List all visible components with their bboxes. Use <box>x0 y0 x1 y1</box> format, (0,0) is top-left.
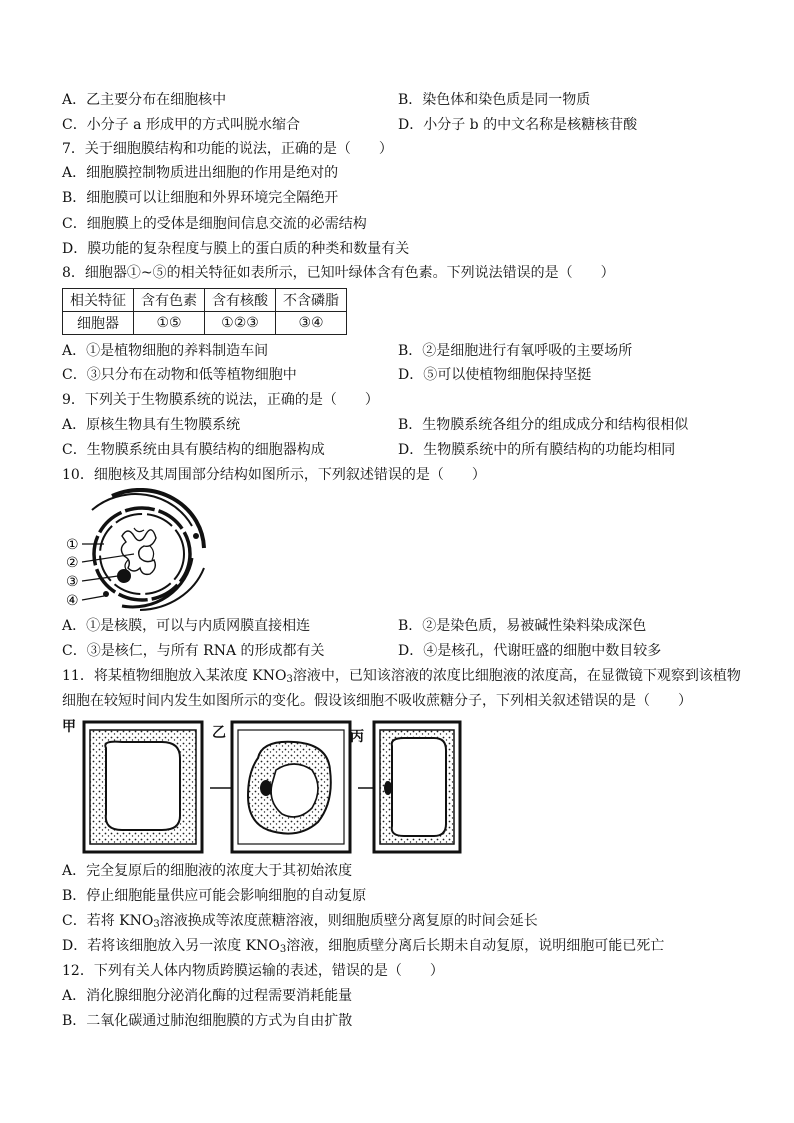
fig-label-3: ③ <box>66 574 79 590</box>
q9-option-d: D．生物膜系统中的所有膜结构的功能均相同 <box>398 442 676 458</box>
table-cell: ①②③ <box>205 312 276 335</box>
q7-option-d: D．膜功能的复杂程度与膜上的蛋白质的种类和数量有关 <box>62 241 410 257</box>
fig-label-jia: 甲 <box>62 719 76 735</box>
subscript: 3 <box>279 944 287 955</box>
subscript: 3 <box>153 919 160 930</box>
q11-option-d <box>62 935 664 957</box>
q9-option-a: A．原核生物具有生物膜系统 <box>62 417 241 433</box>
q7-stem: 7．关于细胞膜结构和功能的说法，正确的是（ ） <box>62 141 393 157</box>
q11-option-c-part: 溶液换成等浓度蔗糖溶液，则细胞质壁分离复原的时间会延长 <box>159 913 538 929</box>
q10-option-a: A．①是核膜，可以与内质网膜直接相连 <box>62 618 311 634</box>
table-cell: ①⑤ <box>134 312 205 335</box>
q11-option-d-part: 溶液，细胞质壁分离后长期未自动复原，说明细胞可能已死亡 <box>286 938 665 954</box>
table-header-cell: 含有核酸 <box>205 289 276 312</box>
q6-option-d: D．小分子 b 的中文名称是核糖核苷酸 <box>398 117 638 133</box>
q12-option-b: B．二氧化碳通过肺泡细胞膜的方式为自由扩散 <box>62 1013 353 1029</box>
q10-option-b: B．②是染色质，易被碱性染料染成深色 <box>398 618 647 634</box>
q11-option-d-part: D．若将该细胞放入另一浓度 KNO <box>62 938 280 954</box>
q8-option-a: A．①是植物细胞的养料制造车间 <box>62 343 269 359</box>
q7-option-a: A．细胞膜控制物质进出细胞的作用是绝对的 <box>62 165 339 181</box>
q12-option-a: A．消化腺细胞分泌消化酶的过程需要消耗能量 <box>62 988 353 1004</box>
q11-option-c-part: C．若将 KNO <box>62 913 154 929</box>
table-row <box>63 312 347 335</box>
q11-stem-part: 溶液中，已知该溶液的浓度比细胞液的浓度高，在显微镜下观察到该植物 <box>292 668 741 684</box>
fig-label-4: ④ <box>66 593 79 609</box>
fig-label-yi: 乙 <box>212 725 226 741</box>
q7-option-b: B．细胞膜可以让细胞和外界环境完全隔绝开 <box>62 190 339 206</box>
q9-option-b: B．生物膜系统各组分的组成成分和结构很相似 <box>398 417 689 433</box>
q11-option-c <box>62 910 538 932</box>
plasmolysis-cell-bing <box>370 718 470 858</box>
table-header-cell: 相关特征 <box>63 289 134 312</box>
table-cell: 细胞器 <box>63 312 134 335</box>
q11-stem-part: 11．将某植物细胞放入某浓度 KNO <box>62 668 287 684</box>
q6-option-c: C．小分子 a 形成甲的方式叫脱水缩合 <box>62 117 300 133</box>
fig-label-bing: 丙 <box>350 729 364 745</box>
q9-option-c: C．生物膜系统由具有膜结构的细胞器构成 <box>62 442 325 458</box>
q9-stem: 9．下列关于生物膜系统的说法，正确的是（ ） <box>62 392 379 408</box>
fig-label-2: ② <box>66 555 79 571</box>
q8-option-c: C．③只分布在动物和低等植物细胞中 <box>62 367 297 383</box>
table-header-cell: 不含磷脂 <box>276 289 347 312</box>
q11-option-b: B．停止细胞能量供应可能会影响细胞的自动复原 <box>62 888 367 904</box>
q12-stem: 12．下列有关人体内物质跨膜运输的表述，错误的是（ ） <box>62 963 444 979</box>
q11-stem-line2: 细胞在较短时间内发生如图所示的变化。假设该细胞不吸收蔗糖分子，下列相关叙述错误的是（ ） <box>62 693 692 709</box>
q10-option-d: D．④是核孔，代谢旺盛的细胞中数目较多 <box>398 643 662 659</box>
q10-option-c: C．③是核仁，与所有 RNA 的形成都有关 <box>62 643 325 659</box>
fig-label-1: ① <box>66 537 79 553</box>
table-header-cell: 含有色素 <box>134 289 205 312</box>
q8-option-d: D．⑤可以使植物细胞保持坚挺 <box>398 367 592 383</box>
q8-option-b: B．②是细胞进行有氧呼吸的主要场所 <box>398 343 633 359</box>
q11-stem-line1 <box>62 665 741 687</box>
q8-table <box>62 288 347 335</box>
table-cell: ③④ <box>276 312 347 335</box>
q11-option-a: A．完全复原后的细胞液的浓度大于其初始浓度 <box>62 863 353 879</box>
table-row <box>63 289 347 312</box>
q10-stem: 10．细胞核及其周围部分结构如图所示，下列叙述错误的是（ ） <box>62 467 486 483</box>
nucleus-diagram <box>64 488 214 612</box>
q7-option-c: C．细胞膜上的受体是细胞间信息交流的必需结构 <box>62 216 367 232</box>
q6-option-b: B．染色体和染色质是同一物质 <box>398 92 591 108</box>
subscript: 3 <box>286 674 293 685</box>
q8-stem: 8．细胞器①~⑤的相关特征如表所示，已知叶绿体含有色素。下列说法错误的是（ ） <box>62 265 615 281</box>
q6-option-a: A．乙主要分布在细胞核中 <box>62 92 227 108</box>
